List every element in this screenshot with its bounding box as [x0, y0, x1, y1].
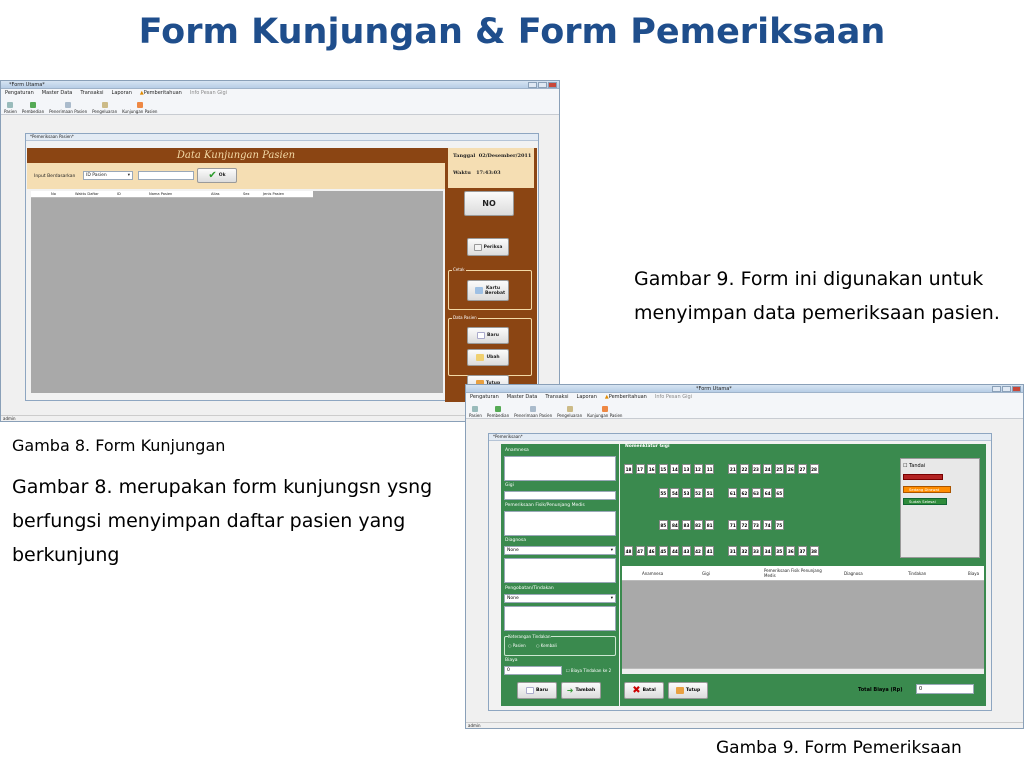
- legend-sedang-dirawat: Sedang Dirawat: [903, 486, 951, 493]
- tooth-button[interactable]: 33: [752, 546, 761, 556]
- data-kunjungan-banner: Data Kunjungan Pasien: [27, 148, 445, 163]
- tooth-button[interactable]: 75: [775, 520, 784, 530]
- kunjungan-table: [31, 191, 443, 393]
- legend-title: ☐ Tandai: [903, 463, 926, 469]
- tooth-button[interactable]: 37: [798, 546, 807, 556]
- radio-icon: ○: [508, 643, 512, 648]
- search-label: Input Berdasarkan: [34, 174, 76, 179]
- tooth-button[interactable]: 65: [775, 488, 784, 498]
- status-bar: admin: [1, 415, 559, 421]
- table-header: Anamnesa Gigi Pemeriksaan Fisik Penunjang Medis Diagnosa Tindakan Biaya: [622, 566, 984, 581]
- check-icon: ✔: [208, 170, 217, 181]
- pasien-icon: [472, 406, 478, 412]
- data-pasien-group: Data Pasien: [448, 318, 532, 376]
- tooth-button[interactable]: 43: [682, 546, 691, 556]
- tooth-button[interactable]: 16: [647, 464, 656, 474]
- caption-fig8-long: Gambar 8. merupakan form kunjungsn ysng berfungsi menyimpan daftar pasien yang berkunjung: [12, 476, 433, 566]
- menu-transaksi[interactable]: Transaksi: [80, 90, 104, 96]
- new-document-icon: [526, 687, 534, 694]
- tanggal-label: Tanggal 02/Desember/2011: [453, 153, 532, 159]
- tooth-button[interactable]: 47: [636, 546, 645, 556]
- teeth-row-1: [624, 464, 876, 474]
- arrow-right-icon: ➜: [566, 686, 574, 695]
- biaya-tindakan-checkbox[interactable]: ☐ Biaya Tindakan ke 2: [566, 668, 612, 673]
- nomenklatur-label: Nomenklatur Gigi: [625, 444, 670, 449]
- search-select[interactable]: ID Pasien ▾: [83, 171, 133, 180]
- toolbar-pembedian[interactable]: Pembedian: [22, 102, 44, 114]
- close-icon[interactable]: [1012, 386, 1021, 392]
- teeth-row-2: [624, 488, 876, 498]
- total-biaya-input[interactable]: 0: [916, 684, 974, 694]
- minimize-icon[interactable]: [992, 386, 1001, 392]
- chevron-down-icon: ▾: [127, 173, 130, 178]
- tooth-button[interactable]: 62: [740, 488, 749, 498]
- chevron-down-icon: ▾: [610, 548, 613, 553]
- expense-icon: [102, 102, 108, 108]
- legend-box: [900, 458, 980, 558]
- table-scrollbar[interactable]: [622, 668, 984, 674]
- chevron-down-icon: ▾: [610, 596, 613, 601]
- tooth-button[interactable]: 48: [624, 546, 633, 556]
- menu-info-pesan[interactable]: Info Pesan Gigi: [654, 394, 693, 400]
- tooth-button[interactable]: 64: [763, 488, 772, 498]
- biaya-input[interactable]: 0: [504, 666, 562, 675]
- maximize-icon[interactable]: [538, 82, 547, 88]
- tooth-button[interactable]: 28: [810, 464, 819, 474]
- new-document-icon: [477, 332, 485, 339]
- tooth-button[interactable]: 61: [728, 488, 737, 498]
- toolbar-penerimaan[interactable]: Penerimaan Pasien: [514, 406, 552, 418]
- baru-button[interactable]: Baru: [467, 327, 509, 344]
- teeth-row-4: [624, 546, 876, 556]
- caption-fig9-long: Gambar 9. Form ini digunakan untuk menyimpan data pemeriksaan pasien.: [634, 268, 1000, 324]
- tooth-button[interactable]: 17: [636, 464, 645, 474]
- maximize-icon[interactable]: [1002, 386, 1011, 392]
- expense-icon: [567, 406, 573, 412]
- tooth-button[interactable]: 42: [694, 546, 703, 556]
- child-window-title: *Pemeriksaan*: [489, 434, 991, 441]
- tooth-button[interactable]: 13: [682, 464, 691, 474]
- radio-icon: ○: [536, 643, 540, 648]
- tooth-button[interactable]: 38: [810, 546, 819, 556]
- toolbar-kunjungan[interactable]: Kunjungan Pasien: [587, 406, 622, 418]
- tooth-button[interactable]: 54: [670, 488, 679, 498]
- tooth-button[interactable]: 11: [705, 464, 714, 474]
- leaf-icon: [30, 102, 36, 108]
- diagnosa-label: Diagnosa: [505, 538, 527, 543]
- periksa-icon: [474, 244, 482, 251]
- teeth-row-3: [624, 520, 876, 530]
- cetak-group: Cetak: [448, 270, 532, 310]
- tooth-button[interactable]: 85: [659, 520, 668, 530]
- tooth-button[interactable]: 82: [694, 520, 703, 530]
- tooth-button[interactable]: 71: [728, 520, 737, 530]
- tooth-button[interactable]: 81: [705, 520, 714, 530]
- pemeriksaan-baru-button[interactable]: Baru: [517, 682, 557, 699]
- tooth-button[interactable]: 63: [752, 488, 761, 498]
- tooth-button[interactable]: 24: [763, 464, 772, 474]
- receive-icon: [65, 102, 71, 108]
- legend-sudah-selesai: Sudah Selesai: [903, 498, 947, 505]
- menu-info-pesan[interactable]: Info Pesan Gigi: [189, 90, 228, 96]
- diagnosa-note[interactable]: [504, 558, 616, 583]
- periksa-button[interactable]: Periksa: [467, 238, 509, 256]
- toolbar-pasien[interactable]: Pasien: [4, 102, 17, 114]
- visit-icon: [137, 102, 143, 108]
- tooth-button[interactable]: 27: [798, 464, 807, 474]
- ubah-button[interactable]: Ubah: [467, 349, 509, 366]
- toolbar-kunjungan[interactable]: Kunjungan Pasien: [122, 102, 157, 114]
- caption-fig8-short: Gamba 8. Form Kunjungan: [12, 436, 226, 455]
- tooth-button[interactable]: 45: [659, 546, 668, 556]
- legend-red: [903, 474, 943, 480]
- menu-pengaturan[interactable]: Pengaturan: [470, 394, 499, 400]
- menu-bar: [466, 393, 1023, 401]
- pemeriksaan-fisik-input[interactable]: [504, 511, 616, 536]
- no-button[interactable]: NO: [464, 191, 514, 216]
- tooth-button[interactable]: 34: [763, 546, 772, 556]
- gigi-label: Gigi: [505, 483, 514, 488]
- tooth-button[interactable]: 53: [682, 488, 691, 498]
- window-titlebar: [1, 81, 559, 89]
- gigi-input[interactable]: [504, 491, 616, 500]
- pengobatan-label: Pengobatan/Tindakan: [505, 586, 554, 591]
- window-title: *Form Utama*: [9, 82, 45, 88]
- cancel-x-icon: ✖: [632, 685, 641, 696]
- tooth-button[interactable]: 35: [775, 546, 784, 556]
- tooth-button[interactable]: 18: [624, 464, 633, 474]
- leaf-icon: [495, 406, 501, 412]
- pemeriksaan-tutup-button[interactable]: Tutup: [668, 682, 708, 699]
- caption-fig9-short: Gamba 9. Form Pemeriksaan: [716, 738, 962, 758]
- tooth-button[interactable]: 44: [670, 546, 679, 556]
- tooth-button[interactable]: 15: [659, 464, 668, 474]
- anamnesa-input[interactable]: [504, 456, 616, 481]
- tambah-button[interactable]: ➜ Tambah: [561, 682, 601, 699]
- pasien-icon: [7, 102, 13, 108]
- tooth-button[interactable]: 51: [705, 488, 714, 498]
- slide-title: Form Kunjungan & Form Pemeriksaan: [138, 12, 886, 52]
- waktu-label: Waktu 17:43:03: [453, 170, 501, 176]
- menu-bar: [1, 89, 559, 97]
- menu-master-data[interactable]: Master Data: [506, 394, 538, 400]
- close-icon[interactable]: [548, 82, 557, 88]
- menu-laporan[interactable]: Laporan: [111, 90, 132, 96]
- keterangan-label: Keterangan Tindakan: [508, 634, 551, 639]
- biaya-label: Biaya: [505, 658, 518, 663]
- toolbar-penerimaan[interactable]: Penerimaan Pasien: [49, 102, 87, 114]
- tooth-button[interactable]: 26: [786, 464, 795, 474]
- datetime-panel: [448, 148, 534, 188]
- search-input[interactable]: [138, 171, 194, 180]
- menu-pemberitahuan[interactable]: ▲Pemberitahuan: [139, 90, 182, 96]
- tooth-button[interactable]: 74: [763, 520, 772, 530]
- tooth-button[interactable]: 25: [775, 464, 784, 474]
- menu-transaksi[interactable]: Transaksi: [545, 394, 569, 400]
- menu-pemberitahuan[interactable]: ▲Pemberitahuan: [604, 394, 647, 400]
- tooth-button[interactable]: 32: [740, 546, 749, 556]
- status-bar: admin: [466, 722, 1023, 728]
- toolbar-pengeluaran[interactable]: Pengeluaran: [557, 406, 582, 418]
- diagnosa-select[interactable]: None ▾: [504, 546, 616, 555]
- tooth-button[interactable]: 12: [694, 464, 703, 474]
- printer-icon: [475, 287, 483, 294]
- tooth-button[interactable]: 46: [647, 546, 656, 556]
- menu-pengaturan[interactable]: Pengaturan: [5, 90, 34, 96]
- checkbox-icon: ☐: [566, 668, 570, 673]
- receive-icon: [530, 406, 536, 412]
- tooth-button[interactable]: 41: [705, 546, 714, 556]
- edit-icon: [476, 354, 484, 361]
- pemeriksaan-table: [622, 566, 984, 670]
- menu-laporan[interactable]: Laporan: [576, 394, 597, 400]
- menu-master-data[interactable]: Master Data: [41, 90, 73, 96]
- tooth-button[interactable]: 73: [752, 520, 761, 530]
- pengobatan-select[interactable]: None ▾: [504, 594, 616, 603]
- radio-pasien[interactable]: ○ Pasien: [508, 643, 526, 648]
- form-kunjungan-window: [0, 80, 560, 422]
- visit-icon: [602, 406, 608, 412]
- child-window-title: *Pemeriksaan Pasien*: [26, 134, 538, 141]
- window-titlebar: [466, 385, 1023, 393]
- tooth-button[interactable]: 31: [728, 546, 737, 556]
- pemeriksaan-fisik-label: Pemeriksaan Fisik/Penunjang Medis: [505, 503, 585, 508]
- ok-button[interactable]: ✔ Ok: [197, 168, 237, 183]
- window-title: *Form Utama*: [696, 386, 732, 392]
- toolbar: [466, 401, 1023, 419]
- table-header: No Waktu Daftar ID Nama Pasien Alias Sex Jenis Pasien: [31, 191, 313, 198]
- toolbar-pasien[interactable]: Pasien: [469, 406, 482, 418]
- anamnesa-label: Anamnesa: [505, 448, 529, 453]
- tooth-button[interactable]: 83: [682, 520, 691, 530]
- total-biaya-label: Total Biaya (Rp): [858, 687, 903, 693]
- batal-button[interactable]: ✖ Batal: [624, 682, 664, 699]
- pengobatan-note[interactable]: [504, 606, 616, 631]
- tooth-button[interactable]: 55: [659, 488, 668, 498]
- tooth-button[interactable]: 36: [786, 546, 795, 556]
- tooth-button[interactable]: 52: [694, 488, 703, 498]
- tooth-button[interactable]: 22: [740, 464, 749, 474]
- checkbox-icon: ☐: [903, 463, 908, 469]
- tooth-button[interactable]: 84: [670, 520, 679, 530]
- tooth-button[interactable]: 72: [740, 520, 749, 530]
- toolbar-pengeluaran[interactable]: Pengeluaran: [92, 102, 117, 114]
- radio-kembali[interactable]: ○ Kembali: [536, 643, 557, 648]
- tooth-button[interactable]: 14: [670, 464, 679, 474]
- kartu-berobat-button[interactable]: Kartu Berobat: [467, 280, 509, 301]
- tooth-button[interactable]: 23: [752, 464, 761, 474]
- minimize-icon[interactable]: [528, 82, 537, 88]
- exit-icon: [676, 687, 684, 694]
- tooth-button[interactable]: 21: [728, 464, 737, 474]
- toolbar: [1, 97, 559, 115]
- toolbar-pembedian[interactable]: Pembedian: [487, 406, 509, 418]
